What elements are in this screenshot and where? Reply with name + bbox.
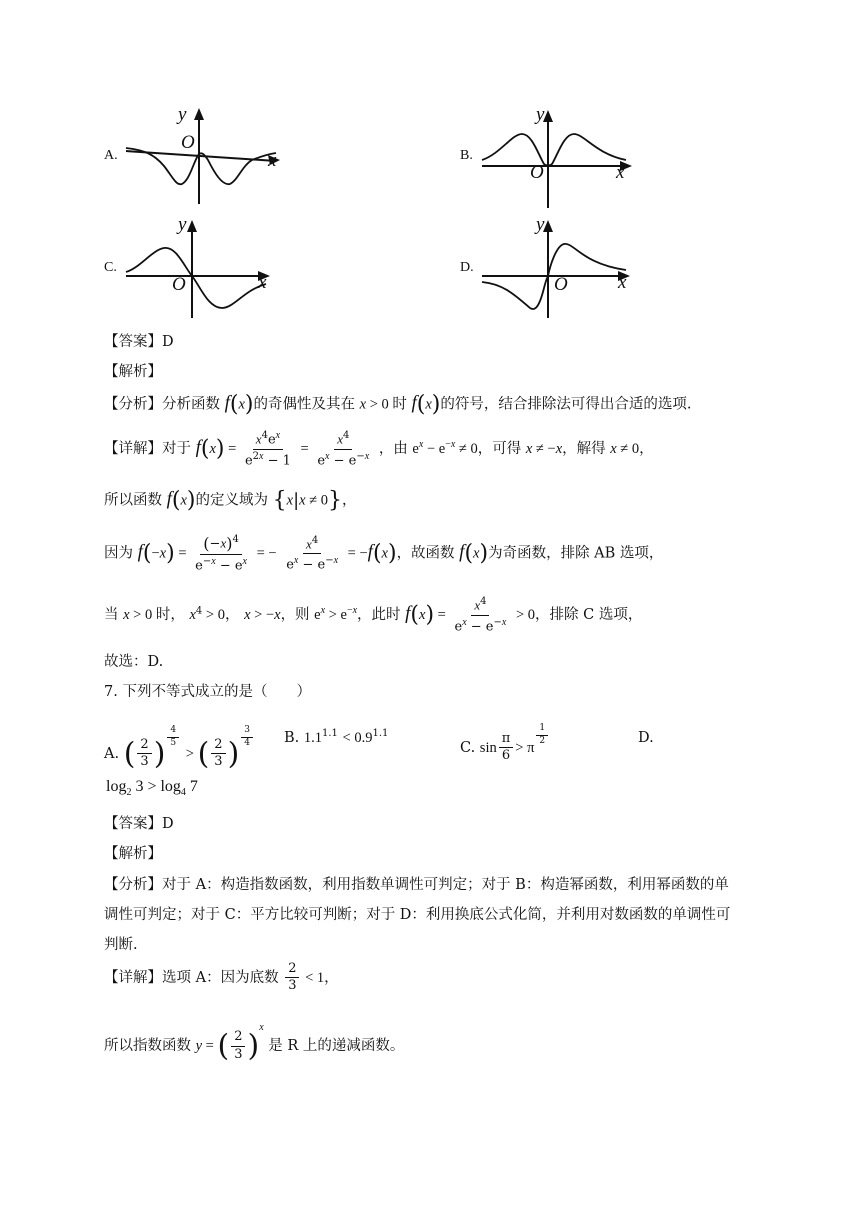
q6-fenxi-text4: 的符号，结合排除法可得出合适的选项.: [440, 396, 692, 413]
q7-options-row: A. ( $\frac{2}{3}$ ) $^{\frac{4}{5}}$ > ( $\frac{2}{3}$ ) $^{\frac{3}{4}}$ B. $1.1^{1.1} < 0.9^{1.1}$ C. sin $\frac{\pi}{6}$ > π $^{\frac{1}{2}}$ D.: [104, 723, 654, 772]
graph-option-c: [104, 214, 304, 324]
q6-fenxi-text3: 时: [392, 396, 407, 413]
graph-b-x-label: x: [616, 162, 625, 183]
q7-option-c-label: C.: [460, 739, 476, 756]
q7-answer: 【答案】D: [104, 816, 174, 832]
option-label-b: B.: [460, 148, 473, 163]
q6-detail-line3: 因为 f(−x) = $\frac{(-x)^4}{e^{-x} - e^x}$ = − $\frac{x^4}{e^x - e^{-x}}$ = −f(x)，故函数 f(x)为奇函数，排除 AB 选项，: [104, 534, 664, 573]
q6-line1-d: ，解得: [562, 441, 606, 458]
graph-c-plot: [104, 214, 304, 324]
graph-option-a: [104, 104, 304, 214]
q6-fenxi-line: 【分析】分析函数 f(x)的奇偶性及其在 x > 0 时 f(x)的符号，结合排除法可得出合适的选项.: [104, 392, 692, 417]
q6-line4-a: 当: [104, 607, 119, 624]
q6-line3-c: 为奇函数，排除 AB 选项，: [488, 545, 664, 562]
q6-line4-b: 时，: [155, 607, 185, 624]
graph-option-d: [460, 214, 660, 324]
q7-last-b: 是 R 上的递减函数。: [268, 1038, 405, 1054]
q6-answer: 【答案】D: [104, 334, 174, 350]
q7-option-b-exp: 1.1: [322, 728, 338, 739]
q6-line4-c: ，则: [280, 607, 310, 624]
graph-c-y-label: y: [178, 214, 187, 235]
q7-option-d-expr: $\log_2 3 > \log_4 7$: [106, 778, 198, 799]
q6-line4-d: ，此时: [357, 607, 401, 624]
graph-a-y-label: y: [178, 104, 187, 125]
q6-line1-c: ，可得: [477, 441, 522, 458]
q7-option-b-label: B.: [284, 729, 300, 746]
q6-line4-e: ，排除 C 选项，: [535, 607, 643, 624]
graph-option-b: [460, 104, 660, 214]
graph-d-x-label: x: [618, 272, 627, 293]
q7-option-d-label: D.: [638, 730, 654, 746]
q7-option-a-label: A.: [104, 745, 120, 762]
q7-option-b-base: 1.1: [303, 729, 322, 746]
q6-conclusion: 故选：D.: [104, 654, 164, 670]
q7-xiangjie-a: 【详解】选项 A：因为底数: [104, 969, 279, 986]
option-label-c: C.: [104, 260, 117, 275]
q6-line1-a: 对于: [162, 441, 191, 458]
q6-line2-b: 的定义域为: [195, 492, 269, 509]
q7-stem: 7. 下列不等式成立的是（ ）: [104, 684, 311, 700]
q7-fenxi-line1: 【分析】对于 A：构造指数函数，利用指数单调性可判定；对于 B：构造幂函数，利用幂函数的单: [104, 877, 729, 893]
q7-fenxi-line2: 调性可判定；对于 C：平方比较可判断；对于 D：利用换底公式化简，并利用对数函数的单调性可: [104, 907, 731, 923]
graph-c-origin-label: O: [172, 274, 186, 295]
q7-detail-line2: 所以指数函数 y = ( $\frac{2}{3}$ )$^x$ 是 R 上的递减函数。: [104, 1022, 405, 1064]
q6-detail-line2: 所以函数 f(x)的定义域为 {x|x ≠ 0}，: [104, 488, 357, 513]
graph-d-plot: [460, 214, 660, 324]
q7-option-b-rhs: 0.9: [354, 729, 373, 746]
q6-xiangjie-tag: 【详解】: [104, 441, 162, 458]
q7-detail-line1: 【详解】选项 A：因为底数 $\frac{2}{3}$ < 1，: [104, 961, 339, 994]
graph-a-origin-label: O: [181, 132, 195, 153]
q6-line3-b: ，故函数: [396, 545, 455, 562]
option-label-d: D.: [460, 260, 474, 275]
graph-d-origin-label: O: [554, 274, 568, 295]
q7-analysis-title: 【解析】: [104, 846, 162, 862]
graph-b-plot: [460, 104, 660, 214]
graph-c-x-label: x: [258, 272, 267, 293]
q6-detail-line1: 【详解】对于 f(x) = $\frac{x^4e^x}{e^{2x} - 1}$ = $\frac{x^4}{e^x - e^{-x}}$ ，由 $e^x - e^{-x} \ne 0$，可得 x ≠ −x，解得 x ≠ 0，: [104, 430, 654, 468]
graph-a-x-label: x: [268, 150, 277, 171]
graph-d-y-label: y: [536, 214, 545, 235]
q6-line2-a: 所以函数: [104, 492, 162, 509]
q6-line3-a: 因为: [104, 545, 133, 562]
q6-analysis-title: 【解析】: [104, 364, 162, 380]
graph-b-y-label: y: [536, 104, 545, 125]
q7-last-a: 所以指数函数: [104, 1038, 191, 1054]
graph-b-origin-label: O: [530, 162, 544, 183]
q6-fenxi-text2: 的奇偶性及其在: [253, 396, 356, 413]
q7-fenxi-line3: 判断.: [104, 937, 138, 953]
q6-fenxi-tag: 【分析】: [104, 396, 162, 413]
option-label-a: A.: [104, 148, 118, 163]
q6-fenxi-text1: 分析函数: [162, 396, 220, 413]
q6-detail-line4: 当 x > 0 时， $x^4 > 0$， x > −x，则 $e^x > e^{-x}$，此时 f(x) = $\frac{x^4}{e^x - e^{-x}}$ > 0，排除 C 选项，: [104, 596, 643, 634]
q6-line1-b: ，由: [378, 441, 408, 458]
